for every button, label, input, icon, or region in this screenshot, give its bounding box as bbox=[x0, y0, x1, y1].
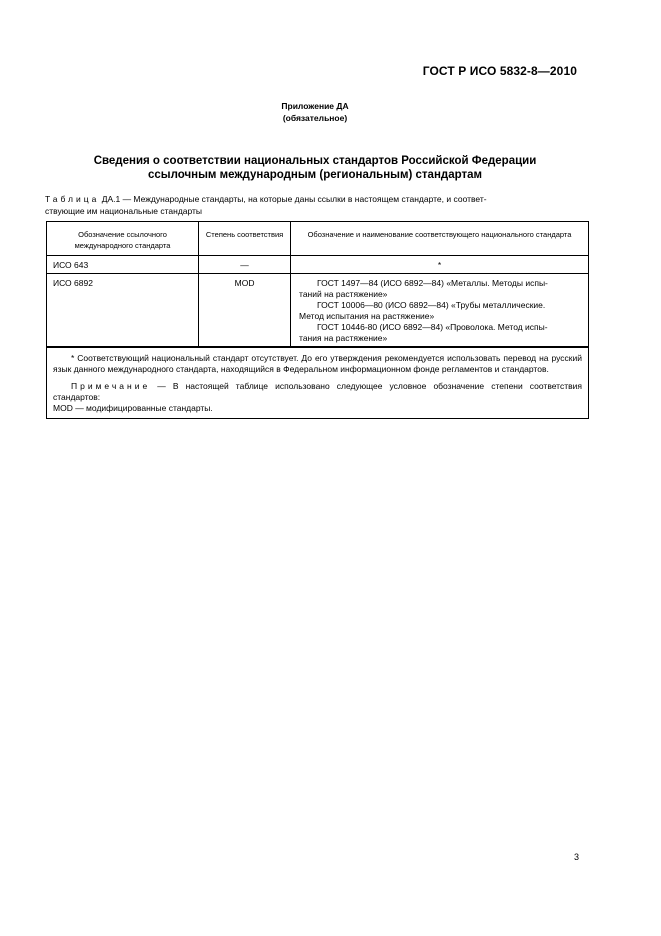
standards-table bbox=[46, 221, 589, 419]
caption-text: ДА.1 — Международные стандарты, на которые даны ссылки в настоящем стандарте, и соответ- bbox=[99, 194, 487, 204]
note-text: — В настоящей таблице использовано следующее условное обозначение степени соответствия стандартов: bbox=[53, 381, 582, 402]
table-row bbox=[47, 274, 589, 348]
annex-title: Приложение ДА bbox=[281, 101, 349, 111]
caption-label: Таблица bbox=[45, 194, 100, 204]
national-line: тания на растяжение» bbox=[299, 333, 388, 343]
section-title-line1: Сведения о соответствии национальных стандартов Российской Федерации bbox=[93, 155, 537, 167]
note-label: Примечание bbox=[71, 381, 151, 391]
national-line: Метод испытания на растяжение» bbox=[299, 311, 435, 321]
table-caption bbox=[45, 193, 585, 217]
header-degree: Степень соответствия bbox=[199, 222, 291, 256]
cell-national: * bbox=[291, 256, 589, 274]
section-title bbox=[0, 154, 630, 182]
cell-degree: — bbox=[199, 256, 291, 274]
national-line: ГОСТ 10006—80 (ИСО 6892—84) «Трубы металлические. bbox=[317, 300, 546, 310]
cell-degree: MOD bbox=[199, 274, 291, 348]
national-line: таний на растяжение» bbox=[299, 289, 388, 299]
note-item: MOD — модифицированные стандарты. bbox=[53, 403, 213, 413]
national-line: ГОСТ 10446-80 (ИСО 6892—84) «Проволока. Метод испы- bbox=[317, 322, 548, 332]
table-footnote bbox=[47, 347, 589, 419]
annex-status: (обязательное) bbox=[282, 113, 348, 123]
footnote-star: * Соответствующий национальный стандарт отсутствует. До его утверждения рекомендуется использовать перевод на русский язык данного международного стандарта, находящийся в Федеральном информационном фонде регламентов и стандартов. bbox=[53, 353, 582, 374]
header-national: Обозначение и наименование соответствующего национального стандарта bbox=[291, 222, 589, 256]
page-number: 3 bbox=[573, 852, 579, 862]
table-row bbox=[47, 256, 589, 274]
header-ref: Обозначение ссылочного международного стандарта bbox=[47, 222, 199, 256]
caption-text-cont: ствующие им национальные стандарты bbox=[45, 206, 203, 216]
cell-ref: ИСО 643 bbox=[47, 256, 199, 274]
table-header-row bbox=[47, 222, 589, 256]
cell-ref: ИСО 6892 bbox=[47, 274, 199, 348]
table-footnote-row bbox=[47, 347, 589, 419]
annex-heading bbox=[0, 100, 630, 124]
document-code: ГОСТ Р ИСО 5832-8—2010 bbox=[422, 64, 577, 78]
cell-national bbox=[291, 274, 589, 348]
section-title-line2: ссылочным международным (региональным) стандартам bbox=[147, 169, 483, 181]
footnote-note bbox=[53, 381, 582, 403]
national-line: ГОСТ 1497—84 (ИСО 6892—84) «Металлы. Методы испы- bbox=[317, 278, 548, 288]
